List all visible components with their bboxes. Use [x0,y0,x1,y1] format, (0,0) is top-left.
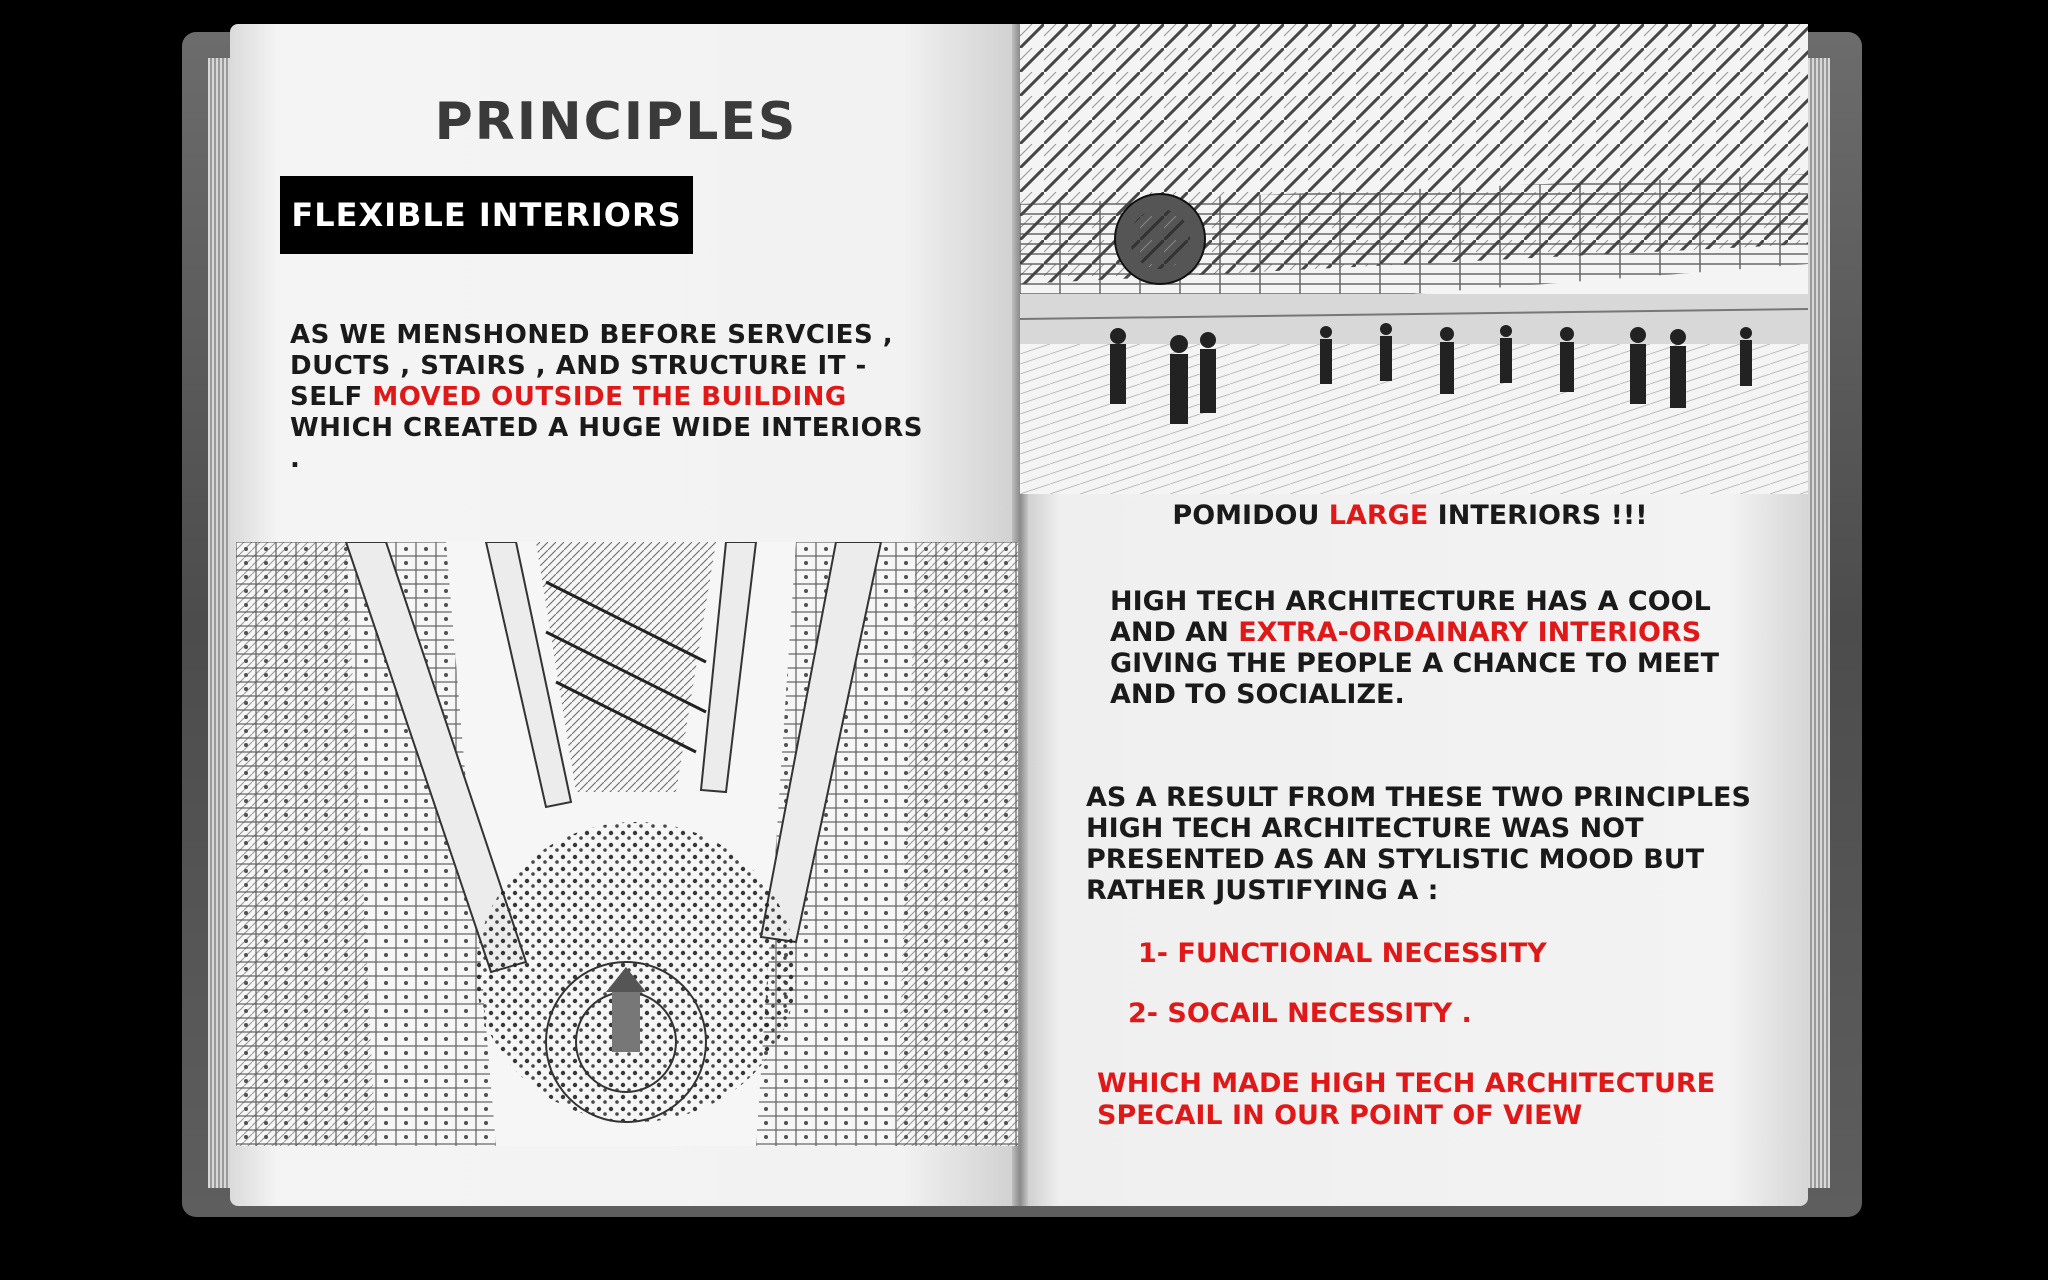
right-paragraph-1-highlight: EXTRA-ORDAINARY INTERIORS [1238,617,1702,648]
pompidou-hall-sketch-image [1020,24,1808,494]
atrium-sketch-image [236,542,1018,1146]
left-paragraph-text-2: WHICH CREATED A HUGE WIDE INTERIORS . [290,413,924,474]
atrium-sketch-drawing [236,542,1018,1146]
list-item-functional: 1- FUNCTIONAL NECESSITY [1138,938,1547,969]
list-item-social: 2- SOCAIL NECESSITY . [1128,998,1472,1029]
right-paragraph-1 [1110,586,1730,710]
left-paragraph-highlight: MOVED OUTSIDE THE BUILDING [372,382,847,412]
caption-highlight: LARGE [1328,500,1429,531]
right-paragraph-1-text-1: HIGH TECH ARCHITECTURE HAS A COOL AND AN [1110,586,1711,648]
caption-text-1: POMIDOU [1172,500,1329,531]
left-paragraph [290,320,930,475]
closing-statement: WHICH MADE HIGH TECH ARCHITECTURE SPECAIL IN OUR POINT OF VIEW [1097,1068,1716,1131]
right-paragraph-1-text-2: GIVING THE PEOPLE A CHANCE TO MEET AND TO SOCIALIZE. [1110,648,1719,710]
right-paragraph-2: AS A RESULT FROM THESE TWO PRINCIPLES HIGH TECH ARCHITECTURE WAS NOT PRESENTED AS AN STYLISTIC MOOD BUT RATHER JUSTIFYING A : [1086,782,1751,906]
section-badge: FLEXIBLE INTERIORS [280,176,693,254]
left-paragraph-text-1: AS WE MENSHONED BEFORE SERVCIES , DUCTS , STAIRS , AND STRUCTURE IT - SELF [290,320,894,412]
page-title: PRINCIPLES [434,92,798,152]
hall-sketch-drawing [1020,24,1808,494]
image-caption [1020,500,1800,531]
caption-text-2: INTERIORS !!! [1428,500,1648,531]
